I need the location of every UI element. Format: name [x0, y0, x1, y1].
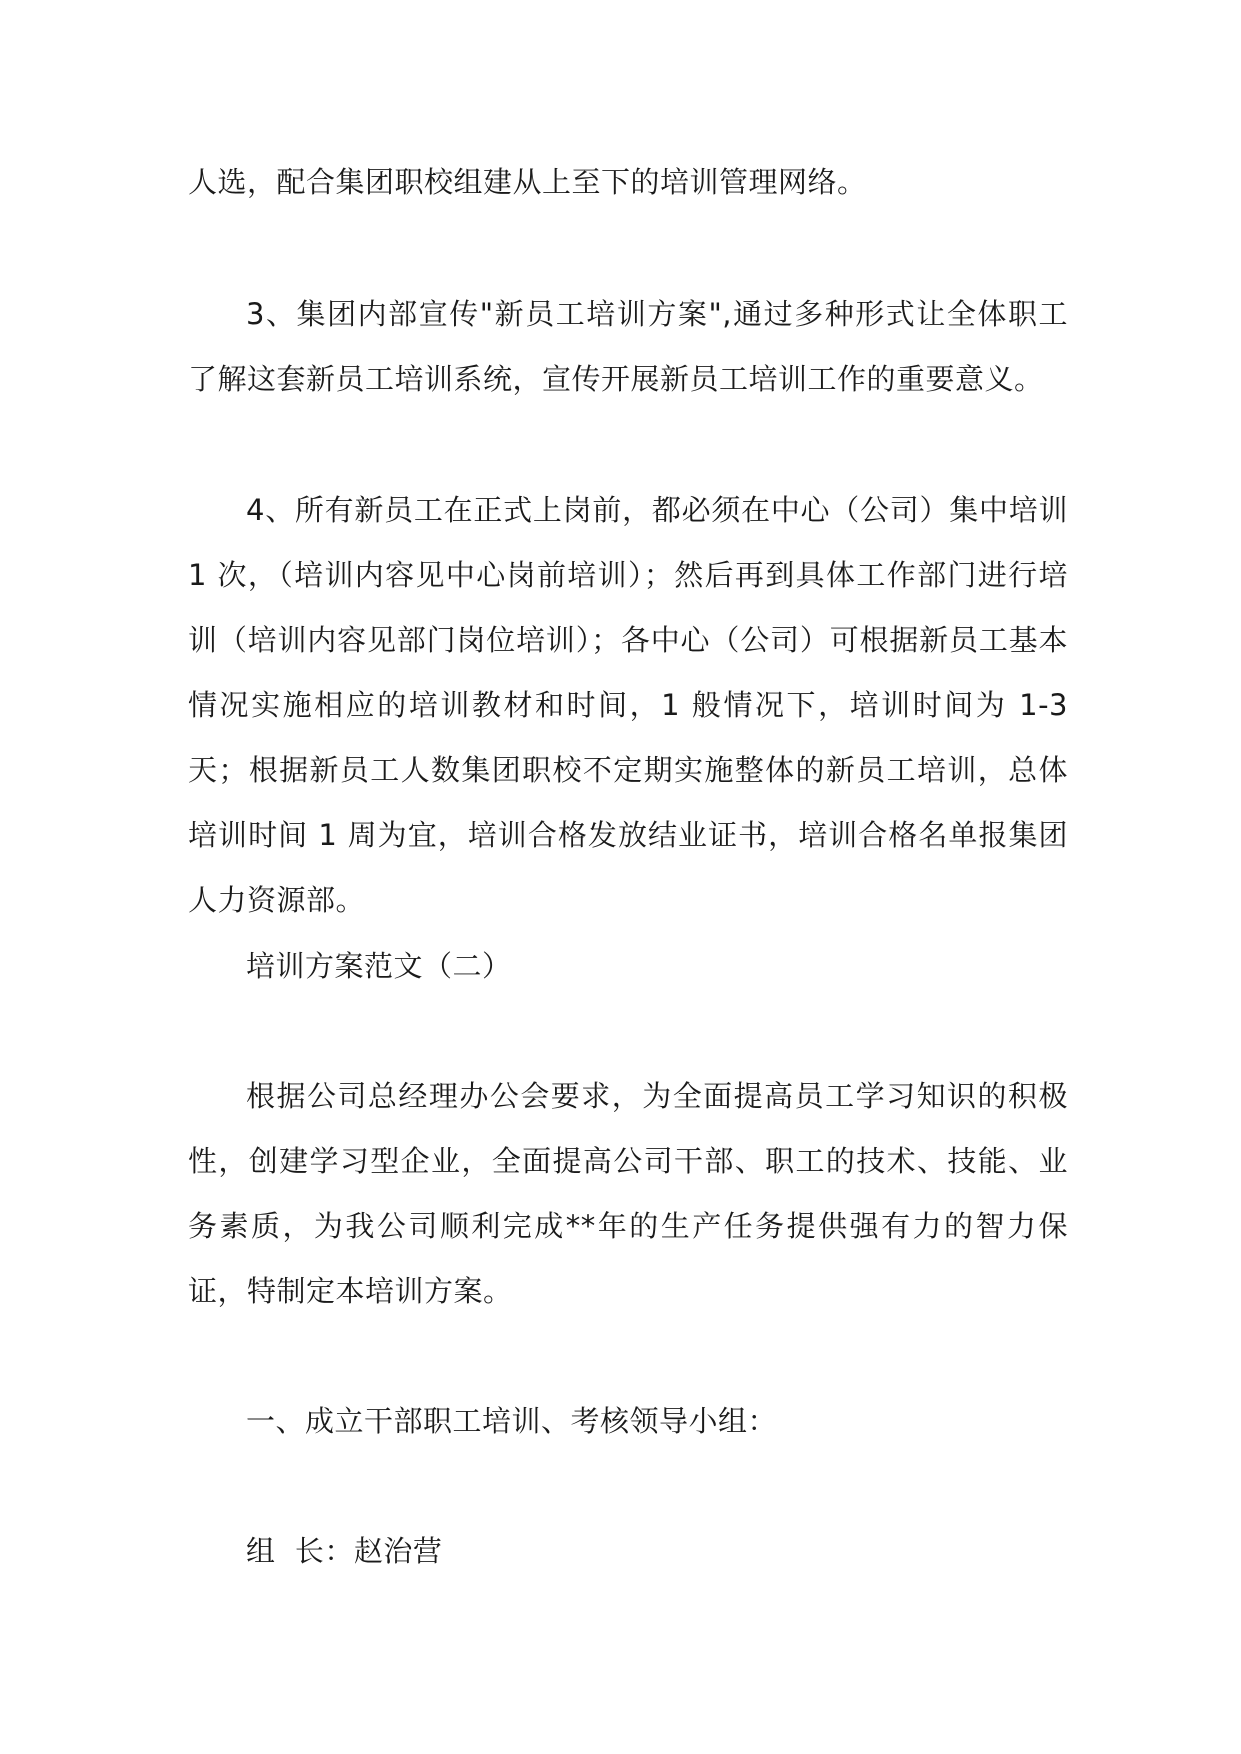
subsection-heading: 一、成立干部职工培训、考核领导小组： [246, 1404, 778, 1438]
paragraph-item-4: 4、所有新员工在正式上岗前，都必须在中心（公司）集中培训 1 次，（培训内容见中心岗前培训）；然后再到具体工作部门进行培训（培训内容见部门岗位培训）；各中心（公司）可根据新员工基本情况实施相应的培训教材和时间，1 般情况下，培训时间为 1-3 天；根据新员工人数集团职校不定期实施整体的新员工培训，总体培训时间 1 周为宜，培训合格发放结业证书，培训合格名单报集团人力资源部。 [188, 493, 1068, 917]
section-heading: 培训方案范文（二） [246, 949, 512, 983]
paragraph-intro: 根据公司总经理办公会要求，为全面提高员工学习知识的积极性，创建学习型企业，全面提高公司干部、职工的技术、技能、业务素质，为我公司顺利完成**年的生产任务提供强有力的智力保证，特制定本培训方案。 [188, 1079, 1068, 1308]
paragraph-continuation: 人选，配合集团职校组建从上至下的培训管理网络。 [188, 165, 867, 199]
group-leader-line: 组 长：赵治营 [246, 1534, 443, 1568]
paragraph-item-3: 3、集团内部宣传"新员工培训方案",通过多种形式让全体职工了解这套新员工培训系统，宣传开展新员工培训工作的重要意义。 [188, 297, 1068, 396]
